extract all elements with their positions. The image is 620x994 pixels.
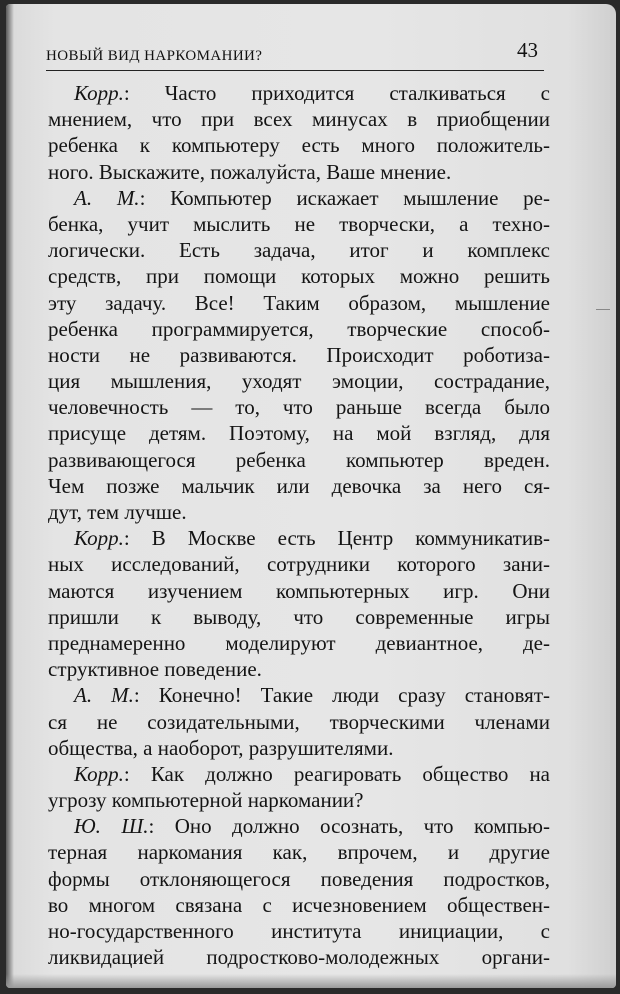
line-text: : Как должно реагировать общество на (123, 761, 550, 786)
line-text: ция мышления, уходят эмоции, сострадание, (48, 369, 550, 394)
text-line (48, 159, 550, 185)
speaker-label: А. М. (74, 683, 134, 708)
speaker-label: А. М. (74, 185, 140, 210)
line-text: бенка, учит мыслить не творчески, а техно- (48, 211, 550, 236)
text-line (48, 682, 550, 708)
speaker-label: Корр. (74, 526, 124, 551)
text-line (48, 630, 550, 656)
text-line (48, 787, 550, 813)
text-line (48, 525, 550, 551)
text-line (48, 551, 550, 577)
text-line (48, 499, 550, 525)
line-text: средств, при помощи которых можно решить (48, 264, 550, 289)
line-text: : Конечно! Такие люди сразу становят- (133, 683, 550, 708)
line-text: формы отклоняющегося поведения подростков, (48, 866, 550, 891)
text-line (48, 185, 550, 211)
line-text: структивное поведение. (48, 657, 262, 682)
line-text: ребенка к компьютеру есть много положитель- (48, 133, 550, 158)
line-text: ликвидацией подростково-молодежных органи- (48, 945, 550, 970)
margin-mark (596, 309, 610, 310)
line-text: : Часто приходится сталкиваться с (123, 81, 550, 105)
text-line (48, 342, 550, 368)
line-text: во многом связана с исчезновением обществен- (48, 892, 550, 917)
text-line (48, 263, 550, 289)
header-rule (46, 70, 544, 71)
page-bottom-shadow (6, 974, 616, 988)
line-text: человечность — то, что раньше всегда было (48, 395, 550, 420)
speaker-label: Корр. (74, 81, 124, 105)
line-text: мнением, что при всех минусах в приобщении (48, 107, 550, 132)
line-text: терная наркомания как, впрочем, и другие (48, 840, 550, 865)
line-text: развивающегося ребенка компьютер вреден. (48, 447, 550, 472)
text-line (48, 892, 550, 918)
page-number: 43 (517, 38, 538, 62)
speaker-label: Корр. (74, 761, 124, 786)
text-line (48, 944, 550, 970)
text-line (48, 106, 550, 132)
text-line (48, 578, 550, 604)
text-line (48, 604, 550, 630)
running-title: НОВЫЙ ВИД НАРКОМАНИИ? (46, 48, 263, 64)
text-line (48, 132, 550, 158)
text-line (48, 447, 550, 473)
line-text: эту задачу. Все! Таким образом, мышление (48, 290, 550, 315)
text-line (48, 735, 550, 761)
line-text: Чем позже мальчик или девочка за него ся- (48, 473, 550, 498)
line-text: ных исследований, сотрудники которого зани- (48, 552, 550, 577)
line-text: ребенка программируется, творческие способ- (48, 316, 550, 341)
text-line (48, 709, 550, 735)
text-line (48, 394, 550, 420)
line-text: : В Москве есть Центр коммуникатив- (123, 526, 550, 551)
line-text: угрозу компьютерной наркомании? (48, 788, 364, 813)
line-text: ся не созидательными, творческими членами (48, 709, 550, 734)
line-text: но-государственного института инициации, с (48, 919, 550, 943)
book-page (6, 4, 616, 988)
text-line (48, 211, 550, 237)
page-gutter-shadow (6, 4, 14, 988)
line-text: ности не развиваются. Происходит роботиза- (48, 342, 550, 367)
text-line (48, 290, 550, 316)
line-text: : Компьютер искажает мышление ре- (139, 185, 550, 210)
text-line (48, 656, 550, 682)
text-line (48, 761, 550, 787)
speaker-label: Ю. Ш. (74, 814, 149, 839)
text-line (48, 80, 550, 106)
line-text: : Оно должно осознать, что компью- (148, 814, 550, 839)
text-line (48, 473, 550, 499)
line-text: присуще детям. Поэтому, на мой взгляд, для (48, 421, 550, 446)
text-line (48, 237, 550, 263)
line-text: пришли к выводу, что современные игры (48, 604, 550, 629)
line-text: ного. Выскажите, пожалуйста, Ваше мнение. (48, 159, 452, 184)
text-line (48, 918, 550, 944)
text-line (48, 813, 550, 839)
text-line (48, 420, 550, 446)
line-text: преднамеренно моделируют девиантное, де- (48, 630, 550, 655)
text-line (48, 866, 550, 892)
line-text: маются изучением компьютерных игр. Они (48, 578, 550, 603)
interview-text (48, 80, 550, 970)
text-line (48, 368, 550, 394)
line-text: дут, тем лучше. (48, 500, 187, 524)
line-text: логически. Есть задача, итог и комплекс (48, 238, 550, 263)
text-line (48, 316, 550, 342)
text-line (48, 839, 550, 865)
line-text: общества, а наоборот, разрушителями. (48, 735, 394, 760)
